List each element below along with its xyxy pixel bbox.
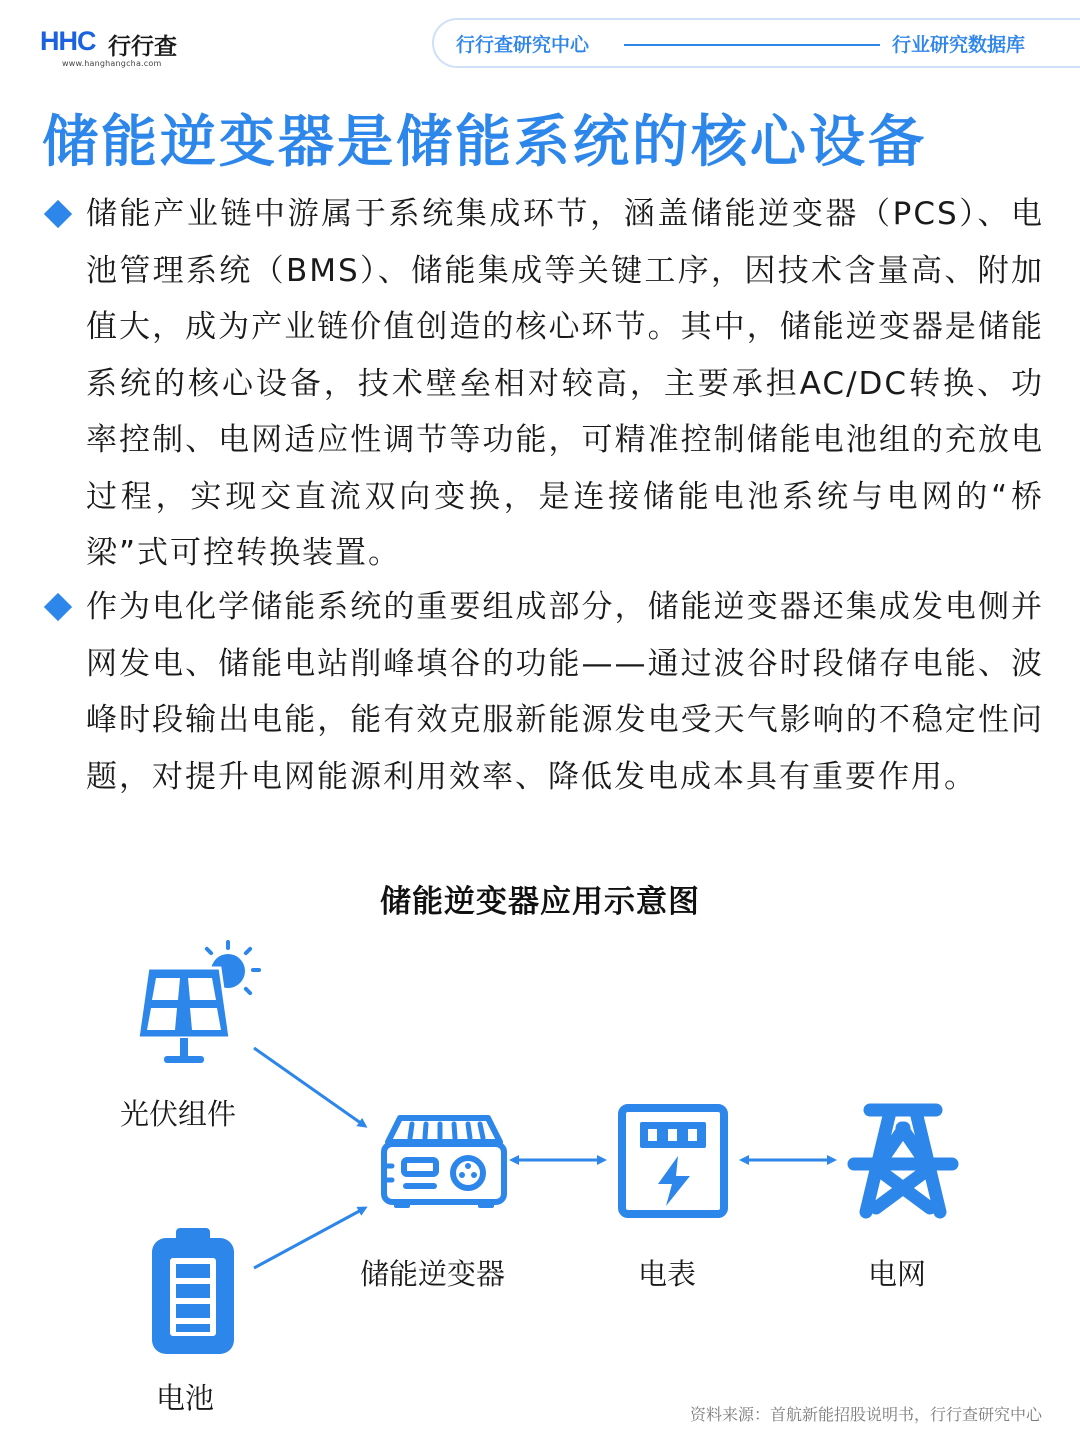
- arrow-battery-to-inverter: [254, 1208, 365, 1268]
- diagram-title: 储能逆变器应用示意图: [380, 884, 700, 920]
- battery-label: 电池: [156, 1381, 215, 1415]
- logo-name: 行行查: [108, 34, 177, 60]
- header-left-label: 行行查研究中心: [456, 34, 590, 56]
- arrow-solar-to-inverter: [254, 1048, 365, 1126]
- header-right-label: 行业研究数据库: [892, 34, 1026, 56]
- grid-label: 电网: [868, 1257, 927, 1291]
- inverter-label: 储能逆变器: [360, 1257, 506, 1291]
- source-note: 资料来源：首航新能招股说明书，行行查研究中心: [689, 1405, 1042, 1424]
- meter-label: 电表: [638, 1257, 697, 1291]
- solar-label: 光伏组件: [120, 1097, 237, 1131]
- bullet-text: 作为电化学储能系统的重要组成部分，储能逆变器还集成发电侧并网发电、储能电站削峰填谷的功能——通过波谷时段储存电能、波峰时段输出电能，能有效克服新能源发电受天气影响的不稳定性问题，对提升电网能源利用效率、降低发电成本具有重要作用。: [86, 589, 1044, 795]
- bullet-text: 储能产业链中游属于系统集成环节，涵盖储能逆变器（PCS）、电池管理系统（BMS）、储能集成等关键工序，因技术含量高、附加值大，成为产业链价值创造的核心环节。其中，储能逆变器是储能系统的核心设备，技术壁垒相对较高，主要承担AC/DC转换、功率控制、电网适应性调节等功能，可精准控制储能电池组的充放电过程，实现交直流双向变换，是连接储能电池系统与电网的“桥梁”式可控转换装置。: [86, 196, 1044, 571]
- logo-mark: HHC: [40, 26, 96, 56]
- page-title: 储能逆变器是储能系统的核心设备: [42, 110, 927, 175]
- logo-url: www.hanghangcha.com: [62, 59, 162, 68]
